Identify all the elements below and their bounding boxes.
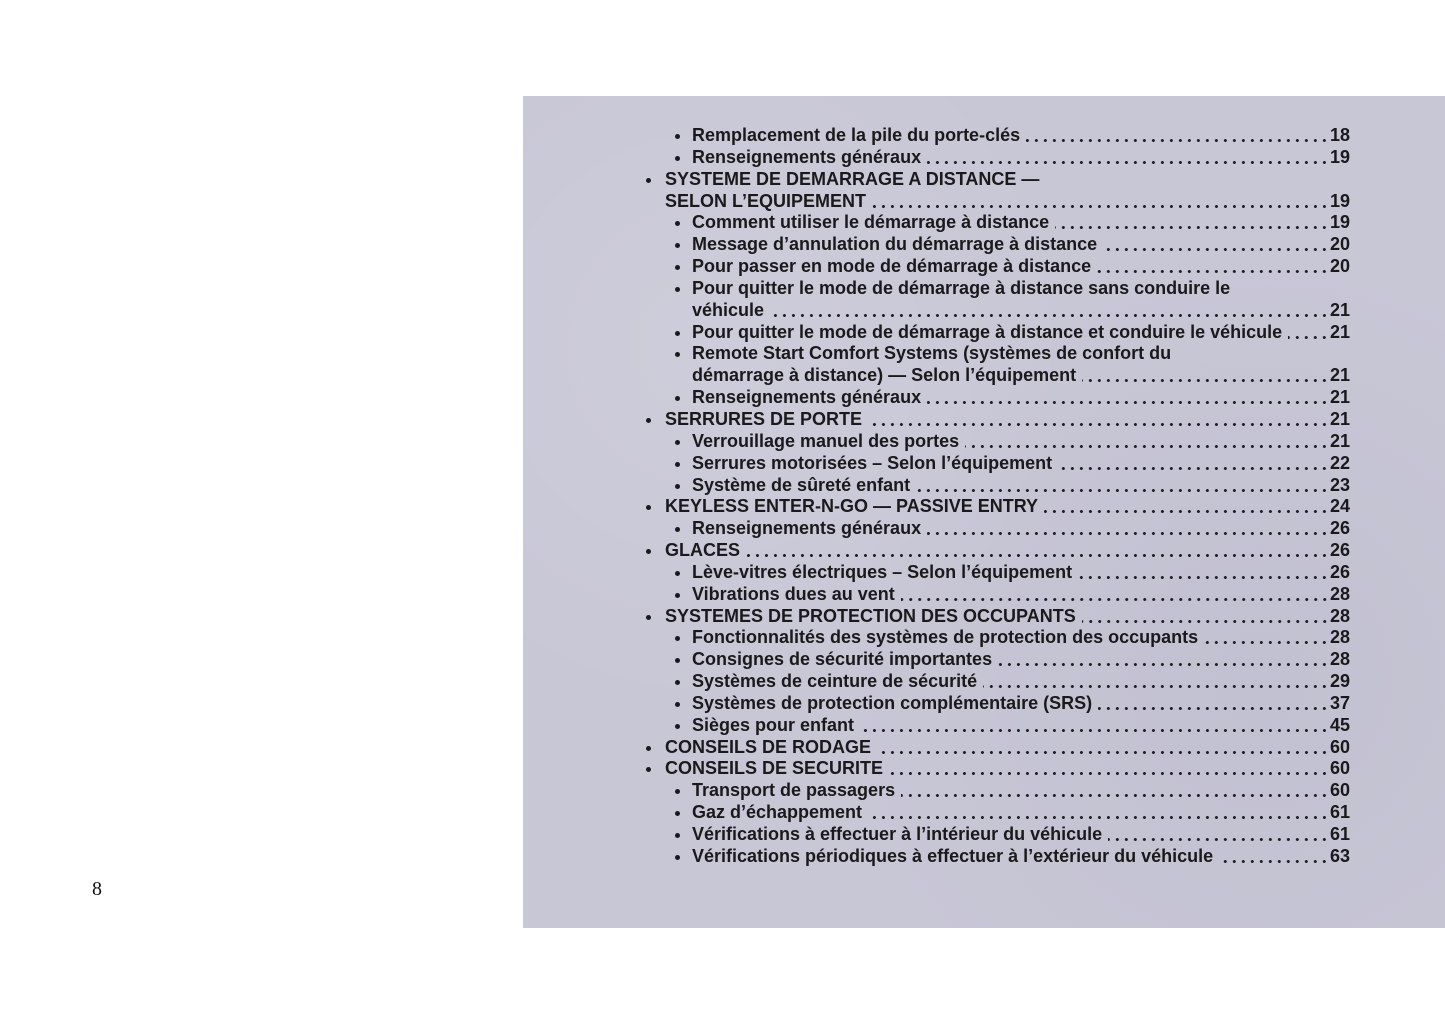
bullet-icon [646,549,651,554]
dot-leader [860,715,1329,737]
toc-entry [640,758,1350,780]
bullet-icon [675,571,680,576]
toc-entry-page: 21 [1329,321,1350,342]
toc-entry-label: Sièges pour enfant [692,714,855,735]
toc-entry-continuation [640,300,1350,322]
dot-leader [770,300,1329,322]
toc-entry [640,496,1350,518]
toc-entry [640,431,1350,453]
toc-entry-page: 20 [1329,256,1350,277]
toc-entry [640,606,1350,628]
dot-leader [1058,453,1329,475]
toc-entry-label: Lève-vitres électriques – Selon l’équipement [692,561,1073,582]
toc-entry-label: Message d’annulation du démarrage à distance [692,234,1098,255]
toc-entry [640,802,1350,824]
toc-entry-page: 26 [1329,561,1350,582]
dot-leader [1082,606,1329,628]
toc-entry-page: 28 [1329,583,1350,604]
toc-entry [640,278,1350,300]
toc-entry-page: 26 [1329,518,1350,539]
toc-entry [640,475,1350,497]
dot-leader [1288,322,1329,344]
dot-leader [998,649,1329,671]
dot-leader [901,584,1329,606]
toc-entry-page: 24 [1329,496,1350,517]
dot-leader [927,147,1329,169]
toc-entry-label: Remote Start Comfort Systems (systèmes de confort du [692,343,1172,364]
toc-entry-page: 61 [1329,802,1350,823]
toc-entry-label: Transport de passagers [692,780,896,801]
toc-entry [640,212,1350,234]
toc-entry-page: 19 [1329,190,1350,211]
toc-entry-page: 21 [1329,299,1350,320]
bullet-icon [675,484,680,489]
toc-entry-label: SYSTEME DE DEMARRAGE A DISTANCE — [665,168,1040,189]
toc-entry-continuation [640,365,1350,387]
dot-leader [1082,365,1329,387]
dot-leader [1204,627,1329,649]
toc-entry-label: Systèmes de protection complémentaire (SRS) [692,692,1093,713]
bullet-icon [675,724,680,729]
toc-entry [640,824,1350,846]
toc-entry [640,627,1350,649]
toc-entry-label: démarrage à distance) — Selon l’équipement [692,365,1077,386]
toc-entry-label: Gaz d’échappement [692,802,863,823]
toc-entry [640,780,1350,802]
bullet-icon [675,156,680,161]
dot-leader [927,387,1329,409]
bullet-icon [646,418,651,423]
bullet-icon [675,287,680,292]
bullet-icon [646,178,651,183]
bullet-icon [646,767,651,772]
toc-entry [640,169,1350,191]
toc-entry [640,737,1350,759]
dot-leader [983,671,1329,693]
toc-entry-page: 21 [1329,408,1350,429]
toc-entry-page: 21 [1329,387,1350,408]
toc-entry-page: 21 [1329,430,1350,451]
bullet-icon [646,505,651,510]
dot-leader [1097,256,1329,278]
toc-entry-label: Renseignements généraux [692,387,922,408]
toc-entry-page: 29 [1329,671,1350,692]
bullet-icon [675,593,680,598]
dot-leader [901,780,1329,802]
toc-entry-label: CONSEILS DE SECURITE [665,758,884,779]
bullet-icon [675,134,680,139]
toc-entry [640,671,1350,693]
toc-entry-label: CONSEILS DE RODAGE [665,736,872,757]
toc-entry-page: 61 [1329,824,1350,844]
bullet-icon [675,221,680,226]
bullet-icon [646,615,651,620]
toc-entry-label: Consignes de sécurité importantes [692,649,993,670]
dot-leader [1098,693,1329,715]
toc-entry-page: 20 [1329,234,1350,255]
bullet-icon [675,833,680,838]
toc-entry [640,343,1350,365]
toc-entry [640,409,1350,431]
toc-entry [640,387,1350,409]
toc-entry [640,562,1350,584]
toc-entry-label: véhicule [692,299,765,320]
toc-entry [640,649,1350,671]
table-of-contents [640,125,1350,868]
bullet-icon [675,462,680,467]
dot-leader [868,802,1329,824]
toc-entry-label: Remplacement de la pile du porte-clés [692,125,1021,145]
toc-entry [640,125,1350,147]
toc-entry [640,147,1350,169]
toc-entry-page: 26 [1329,540,1350,561]
toc-entry-page: 22 [1329,452,1350,473]
toc-entry-page: 45 [1329,714,1350,735]
bullet-icon [675,243,680,248]
toc-entry-label: Pour passer en mode de démarrage à distance [692,256,1092,277]
toc-entry-label: Serrures motorisées – Selon l’équipement [692,452,1053,473]
toc-entry-label: Vérifications périodiques à effectuer à l’extérieur du véhicule [692,845,1214,866]
toc-entry-page: 28 [1329,627,1350,648]
toc-entry-label: Pour quitter le mode de démarrage à distance et conduire le véhicule [692,321,1283,342]
toc-entry-label: SYSTEMES DE PROTECTION DES OCCUPANTS [665,605,1076,626]
dot-leader [916,475,1329,497]
bullet-icon [675,527,680,532]
dot-leader [1078,562,1329,584]
toc-entry-page: 19 [1329,146,1350,167]
bullet-icon [675,331,680,336]
toc-entry [640,715,1350,737]
bullet-icon [675,396,680,401]
toc-entry [640,453,1350,475]
dot-leader [1044,496,1329,518]
toc-entry-label: SERRURES DE PORTE [665,408,863,429]
toc-entry [640,322,1350,344]
page-number: 8 [92,878,102,900]
toc-entry-label: GLACES [665,540,741,561]
bullet-icon [675,658,680,663]
toc-entry-label: Renseignements généraux [692,518,922,539]
toc-entry [640,518,1350,540]
dot-leader [1219,846,1329,868]
bullet-icon [675,265,680,270]
bullet-icon [675,811,680,816]
toc-entry-page: 21 [1329,365,1350,386]
dot-leader [927,518,1329,540]
toc-entry-label: Systèmes de ceinture de sécurité [692,671,978,692]
toc-entry-label: Fonctionnalités des systèmes de protection des occupants [692,627,1199,648]
dot-leader [1103,234,1329,256]
dot-leader [872,191,1329,213]
bullet-icon [646,746,651,751]
toc-entry [640,584,1350,606]
toc-entry-label: Vibrations dues au vent [692,583,895,604]
toc-entry-page: 28 [1329,649,1350,670]
toc-entry-label: SELON L’EQUIPEMENT [665,190,867,211]
toc-entry-page: 60 [1329,736,1350,757]
toc-entry-label: Vérifications à effectuer à l’intérieur du véhicule [692,824,1103,844]
toc-entry-label: Pour quitter le mode de démarrage à distance sans conduire le [692,277,1231,298]
toc-entry [640,846,1350,868]
toc-entry-label: Système de sûreté enfant [692,474,911,495]
dot-leader [1055,212,1329,234]
bullet-icon [675,789,680,794]
dot-leader [1108,824,1329,846]
bullet-icon [675,680,680,685]
toc-entry-page: 37 [1329,692,1350,713]
toc-entry-label: Verrouillage manuel des portes [692,430,960,451]
toc-entry [640,256,1350,278]
dot-leader [1026,125,1329,147]
dot-leader [868,409,1329,431]
toc-entry-page: 18 [1329,125,1350,145]
toc-entry-page: 60 [1329,758,1350,779]
bullet-icon [675,352,680,357]
dot-leader [877,737,1329,759]
toc-entry-page: 63 [1329,845,1350,866]
dot-leader [746,540,1329,562]
toc-entry-page: 19 [1329,212,1350,233]
toc-entry [640,693,1350,715]
dot-leader [889,758,1329,780]
dot-leader [965,431,1329,453]
toc-entry-continuation [640,191,1350,213]
toc-entry-label: Comment utiliser le démarrage à distance [692,212,1050,233]
toc-entry-label: KEYLESS ENTER-N-GO — PASSIVE ENTRY [665,496,1039,517]
toc-entry-label: Renseignements généraux [692,146,922,167]
toc-entry-page: 60 [1329,780,1350,801]
bullet-icon [675,440,680,445]
toc-entry-page: 28 [1329,605,1350,626]
bullet-icon [675,855,680,860]
bullet-icon [675,702,680,707]
toc-entry [640,234,1350,256]
toc-entry [640,540,1350,562]
bullet-icon [675,636,680,641]
toc-entry-page: 23 [1329,474,1350,495]
